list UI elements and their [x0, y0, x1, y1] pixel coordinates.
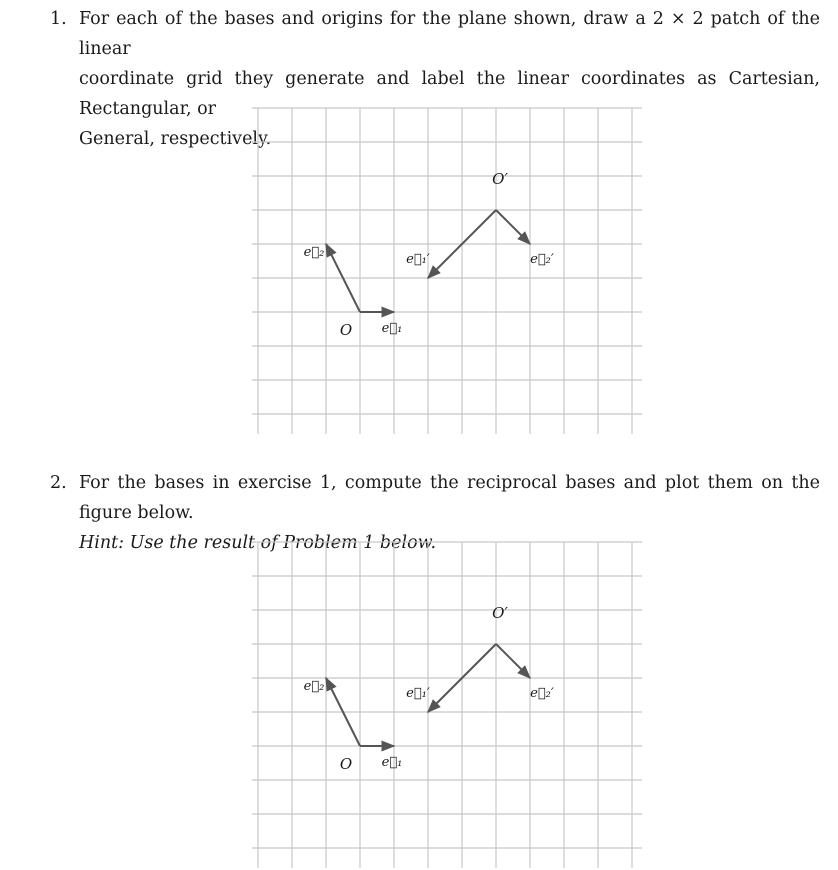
e1-label: e⃗₁	[381, 321, 403, 336]
exercise-line: For the bases in exercise 1, compute the reciprocal bases and plot them on the figure below.	[79, 473, 820, 523]
exercise-number: 2.	[50, 473, 67, 493]
origin-prime-label: O′	[492, 604, 508, 622]
e2-prime-label: e⃗₂′	[530, 686, 554, 701]
e2-label: e⃗₂	[303, 245, 325, 260]
e2-prime-label: e⃗₂′	[530, 252, 554, 267]
origin-label: O	[339, 321, 353, 339]
e2-label: e⃗₂	[303, 679, 325, 694]
origin-label: O	[339, 755, 353, 773]
origin-prime-label: O′	[492, 170, 508, 188]
exercise-line: General, respectively.	[79, 129, 272, 149]
exercise-line: coordinate grid they generate and label the linear coordinates as Cartesian, Rectangular, or	[79, 69, 820, 119]
e1-prime-label: e⃗₁′	[406, 252, 430, 267]
e1-label: e⃗₁	[381, 755, 403, 770]
exercise-number: 1.	[50, 9, 67, 29]
vector-e2-prime	[496, 644, 530, 678]
exercise-hint: Hint: Use the result of Problem 1 below.	[79, 533, 437, 553]
exercise-line: For each of the bases and origins for the plane shown, draw a 2 × 2 patch of the linear	[79, 9, 820, 59]
e1-prime-label: e⃗₁′	[406, 686, 430, 701]
